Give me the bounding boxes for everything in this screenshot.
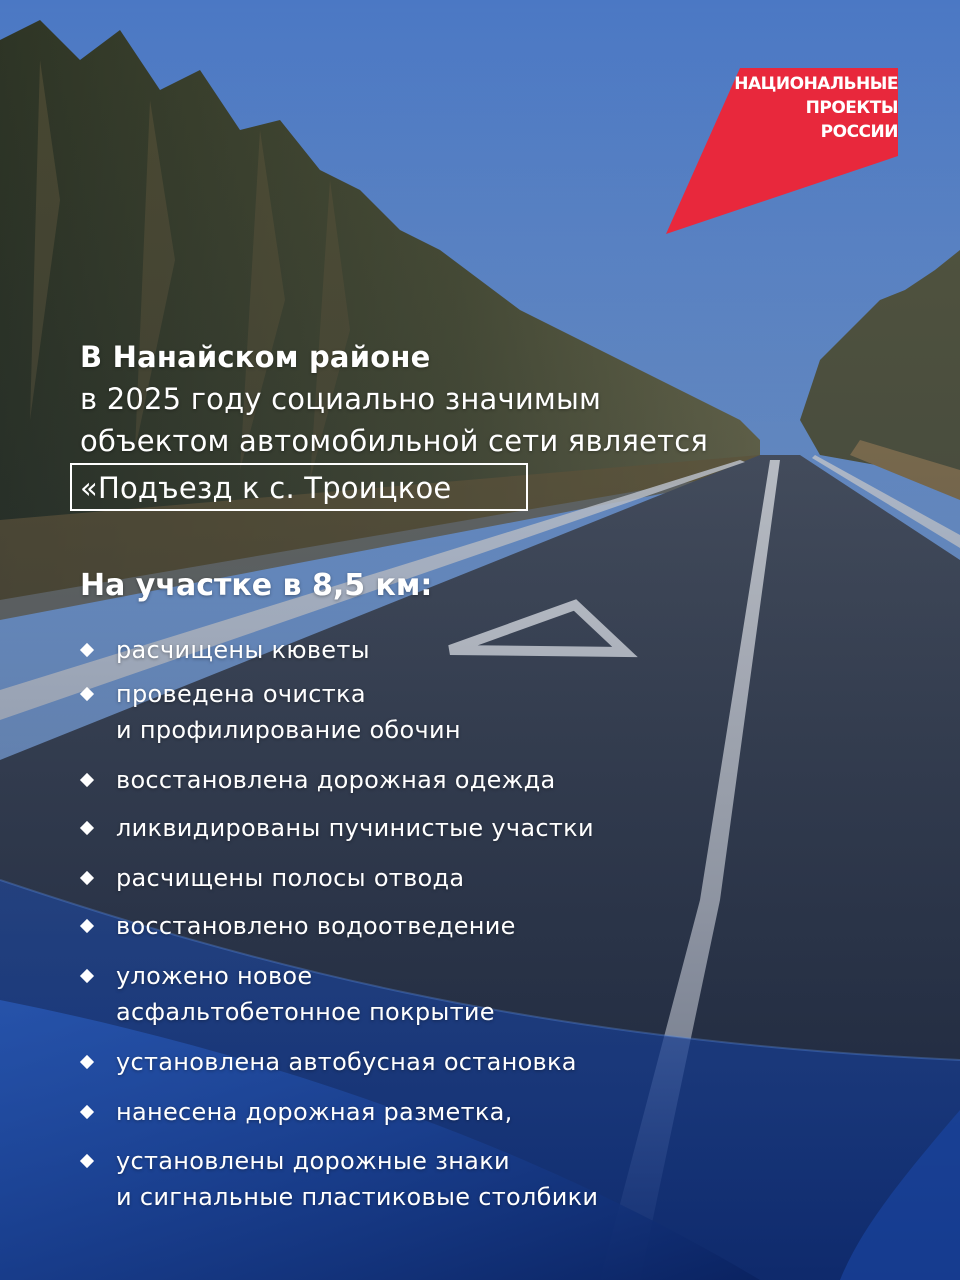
- headline-bold: В Нанайском районе: [80, 340, 431, 374]
- logo-text: [734, 72, 898, 144]
- logo-line-2: ПРОЕКТЫ: [805, 98, 898, 118]
- logo-line-1: НАЦИОНАЛЬНЫЕ: [734, 74, 898, 94]
- headline-line-1: в 2025 году социально значимым: [80, 382, 602, 416]
- section-subhead: На участке в 8,5 км:: [80, 568, 433, 603]
- headline-line-2: объектом автомобильной сети является: [80, 424, 709, 458]
- infographic-card: НАЦИОНАЛЬНЫЕ ПРОЕКТЫ РОССИИ В Нанайском районе в 2025 году социально значимым объектом автомобильной сети является «Подъезд к с. Троицкое На участке в 8,5 км: расчищены кюветы проведена очистка и профилирование обочин восстановлена дорожная одежда ликвидированы пучинистые участки расчищены полосы отвода восстановлено водоотведение уложено новое асфальтобетонное покрытие установлена автобусная остановка нанесена дорожная разметка, установлены дорожные знаки и сигнальные пластиковые столбики: [0, 0, 960, 1280]
- road-name: «Подъезд к с. Троицкое: [80, 471, 452, 505]
- national-projects-logo: [666, 68, 906, 234]
- headline: [80, 336, 940, 462]
- road-name-box: [70, 463, 528, 511]
- logo-line-3: РОССИИ: [820, 122, 898, 142]
